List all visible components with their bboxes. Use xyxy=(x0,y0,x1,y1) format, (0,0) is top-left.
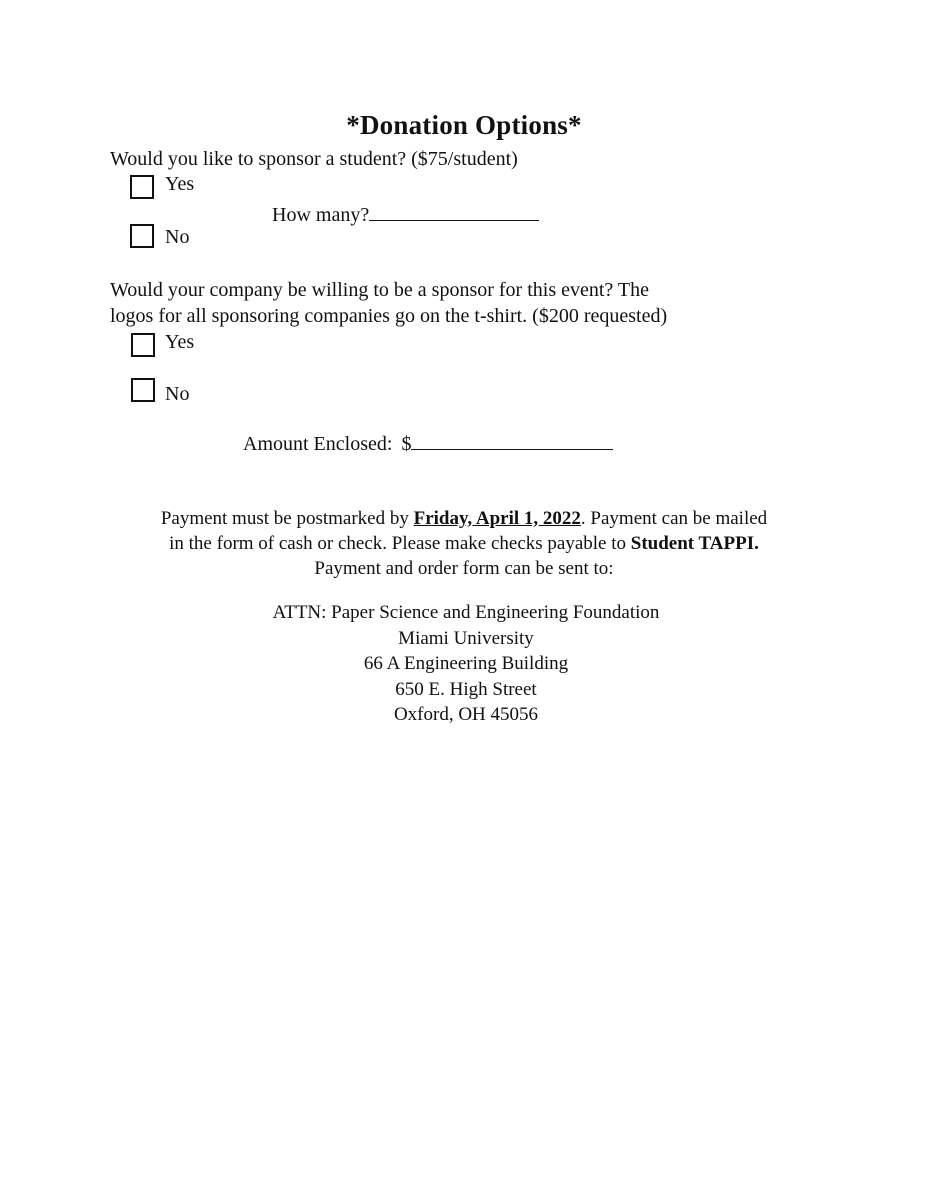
payment-deadline: Friday, April 1, 2022 xyxy=(413,508,581,529)
student-sponsor-question: Would you like to sponsor a student? ($75/student) xyxy=(110,148,518,170)
page-title: *Donation Options* xyxy=(346,110,582,140)
address-attn: ATTN: Paper Science and Engineering Foundation xyxy=(272,602,660,623)
how-many-input[interactable] xyxy=(369,200,539,221)
student-sponsor-no-label: No xyxy=(165,226,190,248)
company-sponsor-no-label: No xyxy=(165,383,190,405)
address-building: 66 A Engineering Building xyxy=(363,653,569,674)
payment-line-1-end: . Payment can be mailed xyxy=(580,508,768,529)
payee-name: Student TAPPI. xyxy=(630,533,759,554)
amount-enclosed-field xyxy=(243,429,613,456)
how-many-field xyxy=(272,200,539,227)
student-sponsor-yes-checkbox[interactable] xyxy=(130,175,154,199)
student-sponsor-yes-label: Yes xyxy=(165,173,195,195)
address-org: Miami University xyxy=(398,627,534,649)
payment-line-2-text: in the form of cash or check. Please make checks payable to xyxy=(169,533,631,554)
company-sponsor-question-line1: Would your company be willing to be a sponsor for this event? The xyxy=(110,279,650,301)
currency-symbol: $ xyxy=(401,433,412,455)
mailing-address xyxy=(0,600,928,728)
company-sponsor-no-checkbox[interactable] xyxy=(131,378,155,402)
payment-line-3: Payment and order form can be sent to: xyxy=(314,558,614,579)
amount-enclosed-input[interactable] xyxy=(411,429,613,450)
payment-line-1 xyxy=(0,506,928,531)
payment-line-2 xyxy=(0,531,928,556)
student-sponsor-no-checkbox[interactable] xyxy=(130,224,154,248)
payment-instructions xyxy=(0,506,928,581)
company-sponsor-yes-checkbox[interactable] xyxy=(131,333,155,357)
amount-enclosed-label: Amount Enclosed: xyxy=(243,433,393,455)
payment-line-1-text: Payment must be postmarked by xyxy=(160,508,414,529)
address-street: 650 E. High Street xyxy=(395,678,537,700)
address-city: Oxford, OH 45056 xyxy=(393,704,539,725)
how-many-label: How many? xyxy=(272,204,370,226)
company-sponsor-yes-label: Yes xyxy=(165,331,195,353)
company-sponsor-question-line2: logos for all sponsoring companies go on the t-shirt. ($200 requested) xyxy=(110,305,668,327)
